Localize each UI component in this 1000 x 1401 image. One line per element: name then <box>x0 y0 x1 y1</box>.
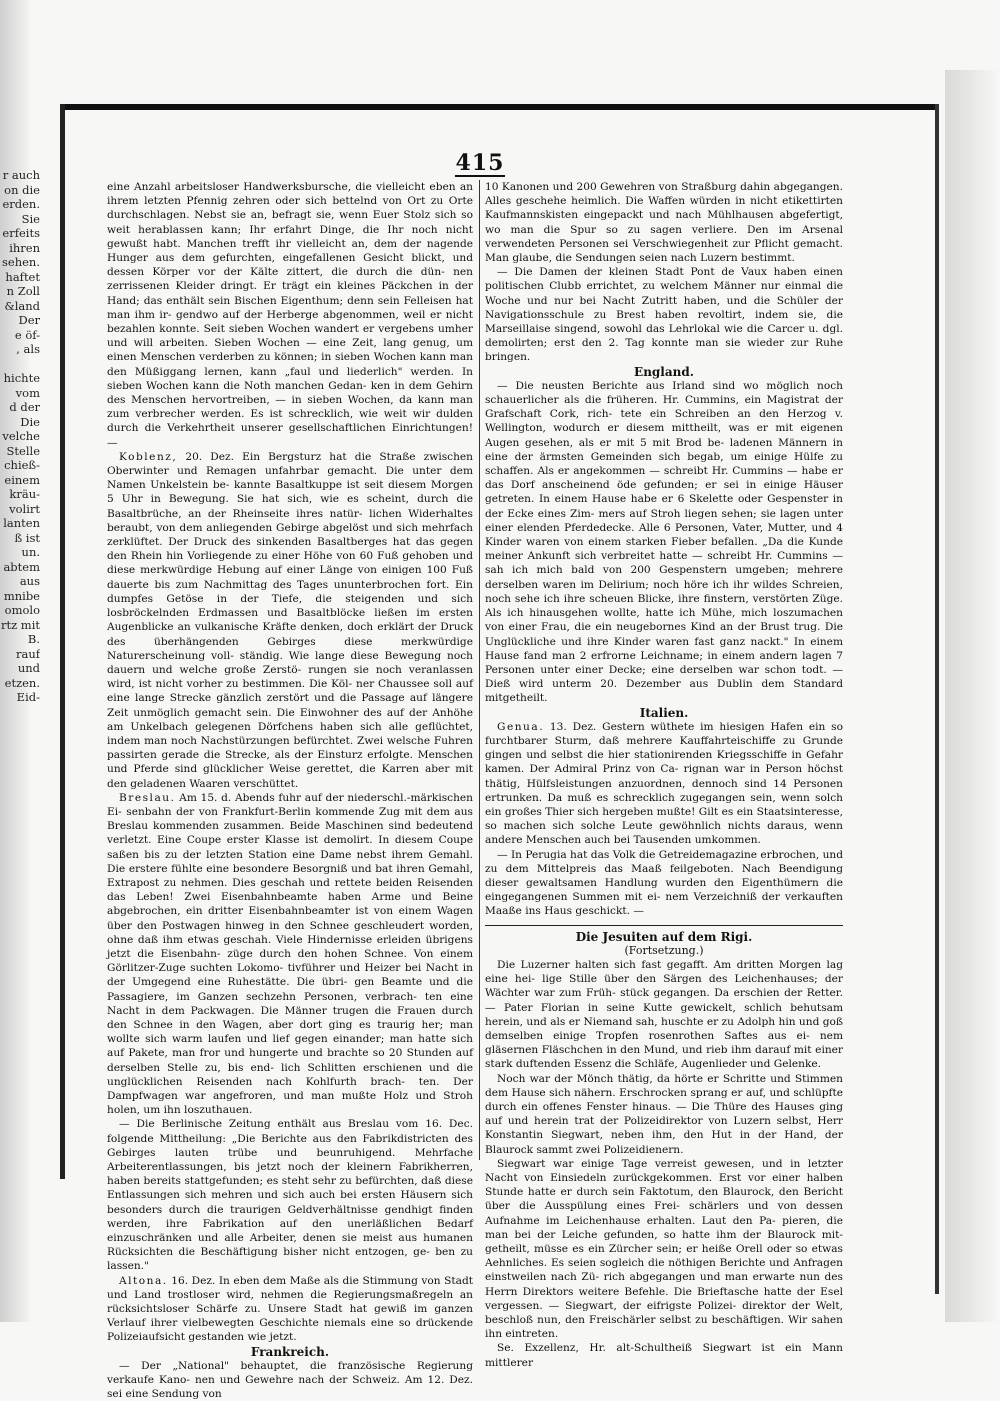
adjacent-page-fragment: n Zoll <box>6 284 40 298</box>
dateline-place: Koblenz, <box>119 450 178 463</box>
left-column <box>107 180 473 1401</box>
adjacent-page-fragment: einem <box>4 472 40 487</box>
adjacent-page-fragment: velche <box>2 429 40 443</box>
adjacent-page-fragment: r auch <box>2 168 40 182</box>
adjacent-page-fragment: rtz mit <box>0 617 40 632</box>
adjacent-page-fragment: vom <box>15 385 40 400</box>
news-item-england: — Die neusten Berichte aus Irland sind wo möglich noch schauerlicher als die früheren. Hr. Cummins, ein Magistrat der Grafschaft Cork, rich- tete ein Schreiben an den Herzog v. Wellington, wodurch er diesem mittheilt, was er mit eigenen Augen gesehen, als er mit 5 mit Brod be- ladenen Männern in eine der ärmsten Gemeinden sich begab, um einige Hülfe zu schaffen. Als er angekommen — schreibt Hr. Cummins — habe er das Dorf anscheinend öde gefunden; er sei in einige Häuser getreten. In einem Hause habe er 6 Skelette oder Gespenster in der Ecke eines Zim- mers auf Stroh liegen sehen; sie lagen unter einer elenden Pferdedecke. Alle 6 Personen, Vater, Mutter, und 4 Kinder waren von einem starken Fieber befallen. „Da die Kunde meiner Ankunft sich verbreitet hatte — schreibt Hr. Cummins — sah ich mich bald von 200 Gespenstern umgeben; mehrere derselben waren im Delirium; noch höre ich ihr wildes Schreien, noch sehe ich ihre scheuen Blicke, ihre finstern, verstörten Züge. Als ich hinausgehen wollte, hatte ich Mühe, mich loszumachen von einer Frau, die ein neugebornes Kind an der Brust trug. Die Unglückliche und ihre Kinder waren fast ganz nackt." In einem Hause fand man 2 erfrorne Leichname; in einem andern lagen 7 Personen unter einer Decke; eine derselben war schon todt. — Dieß wird unterm 20. Dezember aus Dublin dem Standard mitgetheilt. <box>485 379 843 705</box>
adjacent-page-fragment: erfeits <box>2 226 40 240</box>
adjacent-page-fragment: etzen. <box>4 675 40 690</box>
section-heading-england: England. <box>634 364 694 379</box>
section-heading-frankreich: Frankreich. <box>250 1344 330 1359</box>
feuilleton-paragraph: Siegwart war einige Tage verreist gewesen, und in letzter Nacht von Einsiedeln zurückgekommen. Erst vor einer halben Stunde hatte er durch sein Faktotum, den Blaurock, den Bericht über die Ausspülung eines Frei- schärlers und von dessen Aufnahme im Leichenhause erhalten. Laut den Pa- pieren, die man bei der Leiche gefunden, so hatte ihm der Blaurock mit- getheilt, müsse es ein Zürcher sein; er heiße Orell oder so etwas Aehnliches. Es seien sogleich die nöthigen Berichte und Anfragen einstweilen nach Zü- rich abgegangen und man erwarte nun des Herrn Direktors weitere Befehle. Die Brieftasche hatte der Esel vergessen. — Siegwart, der eifrigste Polizei- direktor der Welt, beschloß nun, den Freischärler selbst zu beschäftigen. Wir sahen ihn eintreten. <box>485 1157 843 1341</box>
news-text: Am 15. d. Abends fuhr auf der niederschl.-märkischen Ei- senbahn der von Frankfurt-Berlin kommende Zug mit dem aus Breslau kommenden zusammen. Beide Maschinen sind bedeutend verletzt. Eine Coupe erster Klasse ist demolirt. In diesem Coupe saßen bis zu der letzten Station eine Dame nebst ihrem Gemahl. Die erstere fühlte eine besondere Besorgniß und bat ihren Gemahl, Extrapost zu nehmen. Dies geschah und rettete beiden Reisenden das Leben! Zwei Eisenbahnbeamte haben Arme und Beine abgebrochen, ein dritter Eisenbahnbeamter ist von einem Wagen über den Postwagen hinweg in den Schnee geschleudert worden, ohne daß ihm etwas geschah. Viele Hindernisse erleiden übrigens jetzt die Eisenbahn- züge durch den hohen Schnee. Von einem Görlitzer-Zuge suchten Lokomo- tivführer und Heizer bei Nacht in der Umgegend eine Ruhestätte. Die übri- gen Beamte und die Passagiere, im Ganzen sechzehn Personen, verbrach- ten eine Nacht in dem Packwagen. Die Männer trugen die Frauen durch den Schnee in den Wagen, aber dort ging es traurig her; man wollte sich warm laufen und lief gegen einander; man hatte sich auf Pakete, man fror und hungerte und brachte so 20 Stunden auf derselben Stelle zu, bis end- lich Schlitten erschienen und die unglücklichen Reisenden nach Kohlfurth brach- ten. Der Dampfwagen war angefroren, und man mußte Holz und Stroh holen, um ihn loszuthauen. <box>107 791 474 1117</box>
adjacent-page-fragment: erden. <box>2 197 40 211</box>
adjacent-page-fragment: mnibe <box>3 588 40 603</box>
news-text: 13. Dez. Gestern wüthete im hiesigen Hafen ein so furchtbarer Sturm, daß mehrere Kauffahrteischiffe zu Grunde gingen und selbst die hier stationirenden Kriegsschiffe in Gefahr kamen. Der Admiral Prinz von Ca- rignan war in Person höchst thätig, Hülfsleistungen anzuordnen, dennoch sind 14 Personen ertrunken. Da muß es schrecklich zugegangen sein, wenn solch ein großes Thier sich hergeben mußte! Gilt es ein Staatsinteresse, so machen sich solche Leute gewöhnlich nichts daraus, wenn andere Menschen auch bei Tausenden umkommen. <box>485 720 843 847</box>
adjacent-page-fragment: d der <box>9 400 40 414</box>
dateline-place: Genua. <box>497 720 545 733</box>
news-continuation: 10 Kanonen und 200 Gewehren von Straßburg dahin abgegangen. Alles geschehe heimlich. Die Waffen würden in nicht etikettirten Kaufmannskisten eingepackt und nach Mühlhausen abgefertigt, wo man die Spur so zu sagen verliere. Den im Arsenal verwendeten Personen sei Verschwiegenheit zur Pflicht gemacht. Man glaube, die Sendungen seien nach Luzern bestimmt. <box>485 181 843 265</box>
dateline-place: Altona. <box>119 1274 168 1287</box>
adjacent-page-fragments <box>0 168 40 705</box>
adjacent-page-fragment: ß ist <box>14 530 40 545</box>
adjacent-page-fragment: Sie <box>21 211 40 226</box>
dateline-place: Breslau. <box>119 791 176 804</box>
page-frame-right <box>935 104 939 1294</box>
adjacent-page-fragment: , als <box>16 342 40 356</box>
adjacent-page-fragment: Stelle <box>6 443 40 458</box>
adjacent-page-fragment: kräu- <box>9 487 40 501</box>
feuilleton-paragraph: Se. Exzellenz, Hr. alt-Schultheiß Siegwart ist ein Mann mittlerer <box>485 1342 843 1369</box>
news-item-altona <box>107 1274 473 1345</box>
feuilleton-paragraph: Die Luzerner halten sich fast gegafft. Am dritten Morgen lag eine hei- lige Stille über den Särgen des Leichenhauses; der Wächter war zum Früh- stück gegangen. Da erschien der Retter. — Pater Florian in seine Kutte gewickelt, schlich behutsam herein, und als er Niemand sah, huschte er zu Adolph hin und goß demselben einige Tropfen rosenrothen Saftes aus ei- nem gläsernen Fläschchen in den Mund, und rieb ihm darauf mit einer stark duftenden Essenz die Schläfe, Augenlieder und Gelenke. <box>485 958 843 1071</box>
scan-edge-right <box>945 70 1000 1322</box>
news-item-perugia: — In Perugia hat das Volk die Getreidemagazine erbrochen, und zu dem Mittelpreis das Maaß feilgeboten. Nach Beendigung dieser gewaltsamen Handlung wurden den Eigenthümern die eingegangenen Summen mit ei- nem Verzeichniß der verkauften Maaße ins Haus geschickt. — <box>485 848 843 918</box>
news-item-koblenz <box>107 450 473 791</box>
adjacent-page-fragment: ihren <box>9 240 40 255</box>
page-frame-top <box>62 104 937 110</box>
section-separator <box>485 925 843 926</box>
news-item-genua <box>485 720 843 848</box>
section-heading-italien: Italien. <box>639 705 689 720</box>
adjacent-page-fragment: abtem <box>3 559 40 574</box>
news-item-frankreich: — Der „National" behauptet, die französische Regierung verkaufe Kano- nen und Gewehre nach der Schweiz. Am 12. Dez. sei eine Sendung von <box>107 1359 473 1401</box>
page-number: 415 <box>455 150 505 176</box>
feuilleton-paragraph: Noch war der Mönch thätig, da hörte er Schritte und Stimmen dem Hause sich nähern. Erschrocken sprang er auf, und schlüpfte durch ein offenes Fenster hinaus. — Die Thüre des Hauses ging auf und herein trat der Polizeidirektor von Luzern selbst, Herr Konstantin Siegwart, neben ihm, den Hut in der Hand, der Blaurock sammt zwei Polizeidienern. <box>485 1072 843 1156</box>
adjacent-page-fragment: rauf <box>15 646 40 661</box>
news-item-breslau <box>107 791 473 1118</box>
page-frame-left <box>60 104 65 1179</box>
page-number-rule <box>455 175 505 177</box>
adjacent-page-fragment: lanten <box>3 516 40 530</box>
news-item-berlin: — Die Berlinische Zeitung enthält aus Breslau vom 16. Dec. folgende Mittheilung: „Die Berichte aus den Fabrikdistricten des Gebirges lauten trübe und beunruhigend. Mehrfache Arbeiterentlassungen, bis jetzt noch der kleinern Fabrikherren, haben bereits stattgefunden; es steht sehr zu befürchten, daß diese Entlassungen sich mehren und sich auch bei ersten Häusern sich besonders durch die traurigen Geldverhältnisse gendhigt finden werden, ihre Fabrikation auf den unerläßlichen Bedarf einzuschränken und alle Arbeiter, denen sie meist aus humanen Rücksichten die Beschäftigung bisher nicht entzogen, ge- ben zu lassen." <box>107 1118 473 1273</box>
adjacent-page-fragment <box>0 357 40 372</box>
adjacent-page-fragment: aus <box>19 574 40 588</box>
feuilleton-title: Die Jesuiten auf dem Rigi. <box>575 929 753 944</box>
adjacent-page-fragment: chieß- <box>4 458 40 472</box>
adjacent-page-fragment: un. <box>21 545 40 559</box>
adjacent-page-fragment: haftet <box>5 269 40 284</box>
adjacent-page-fragment: Eid- <box>16 690 40 704</box>
adjacent-page-fragment: e öf- <box>14 327 40 342</box>
adjacent-page-fragment: und <box>17 661 40 675</box>
news-item-pont-de-vaux: — Die Damen der kleinen Stadt Pont de Vaux haben einen politischen Clubb errichtet, zu welchem Männer nur einmal die Woche und nur bei Nacht Zutritt haben, und die Schüler der Navigationsschule zu Brest haben revoltirt, indem sie, die Marseillaise singend, sowohl das Lehrlokal wie die Carcer u. dgl. demolirten; erst den 2. Tag konnte man sie wieder zur Ruhe bringen. <box>485 266 843 364</box>
adjacent-page-fragment: &land <box>4 298 40 313</box>
adjacent-page-fragment: B. <box>27 632 40 646</box>
adjacent-page-fragment: Der <box>18 313 40 327</box>
adjacent-page-fragment: on die <box>4 182 40 197</box>
right-column <box>485 180 843 1370</box>
feuilleton-subtitle: (Fortsetzung.) <box>624 943 704 957</box>
article-paragraph: eine Anzahl arbeitsloser Handwerksbursche, die vielleicht eben an ihrem letzten Pfennig zehren oder sich bettelnd von Ort zu Orte durchschlagen. Nebst sie an, befragt sie, wenn Euer Stolz sich so weit herablassen kann; Ihr erfahrt Dinge, die Ihr noch nicht gewußt habt. Manchen trefft ihr vielleicht an, dem der nagende Hunger aus dem gefurchten, eingefallenen Gesicht blickt, und dessen Körper vor der Kälte zittert, die durch die dün- nen zerrissenen Kleider dringt. Er trägt ein kleines Päckchen in der Hand; das enthält sein Bischen Eigenthum; denn sein Felleisen hat man ihm ir- gendwo auf der Herberge abgenommen, weil er nicht bezahlen konnte. Seit sieben Wochen wandert er vergebens umher und will arbeiten. Sieben Wochen — eine Zeit, lang genug, um einen Menschen verderben zu können; in sieben Wochen kann man den Müßiggang lernen, kann „faul und liederlich" werden. In sieben Wochen kann die Noth manchen Gedan- ken in dem Gehirn des Menschen hervortreiben, — in sieben Wochen, da kann man zum verbrecher werden. Es ist schrecklich, wie weit wir dulden durch die Verkehrtheit unserer gesellschaftlichen Einrichtungen! — <box>107 181 473 449</box>
adjacent-page-fragment: sehen. <box>2 255 40 269</box>
news-text: 16. Dez. In eben dem Maße als die Stimmung von Stadt und Land trostloser wird, nehmen die Regierungsmaßregeln an rücksichtsloser Schärfe zu. Unsere Stadt hat gewiß im ganzen Verlauf ihrer vielbewegten Geschichte niemals eine so drückende Polizeiaufsicht gestanden wie jetzt. <box>107 1274 473 1344</box>
adjacent-page-fragment: omolo <box>4 603 40 617</box>
adjacent-page-fragment: volirt <box>9 501 40 516</box>
news-text: 20. Dez. Ein Bergsturz hat die Straße zwischen Oberwinter und Remagen unfahrbar gemacht. Die unter dem Namen Unkelstein be- kannte Basaltkuppe ist seit diesem Morgen 5 Uhr in Bewegung. Sie hat sich, wie es scheint, durch die Basaltbrüche, an der Rheinseite ihres natür- lichen Widerhaltes beraubt, von dem anliegenden Gebirge abgelöst und sich mehrfach zerklüftet. Der Druck des sinkenden Basaltberges hat das gegen den Rhein hin Vorliegende zu einer Höhe von 60 Fuß gehoben und diese merkwürdige Hebung auf einer Länge von einigen 100 Fuß dauerte bis zum Nachmittag des Tages ununterbrochen fort. Ein dumpfes Getöse in der Tiefe, die steigenden und sich losbröckelnden Erdmassen und Basaltblöcke ließen im ersten Augenblicke an vulkanische Kräfte denken, doch erklärt der Druck des überhängenden Gebirges diese merkwürdige Naturerscheinung voll- ständig. Wie lange diese Bewegung noch dauern und welche große Zerstö- rungen sie noch veranlassen wird, ist nicht vorher zu bestimmen. Die Köl- ner Chaussee soll auf eine lange Strecke gänzlich zerstört und die Passage auf längere Zeit unmöglich gemacht sein. Die Einwohner des auf der Anhöhe am Unkelbach gelegenen Dörfchens haben sich alle geflüchtet, indem man noch Nachstürzungen befürchtet. Zwei welsche Fuhren passirten gerade die Strecke, als der Einsturz erfolgte. Menschen und Pferde sind glücklicher Weise gerettet, die Karren aber mit den geladenen Waaren verschüttet. <box>107 450 473 790</box>
column-divider <box>479 180 480 1160</box>
adjacent-page-fragment: hichte <box>3 371 40 385</box>
adjacent-page-fragment: Die <box>20 414 40 429</box>
